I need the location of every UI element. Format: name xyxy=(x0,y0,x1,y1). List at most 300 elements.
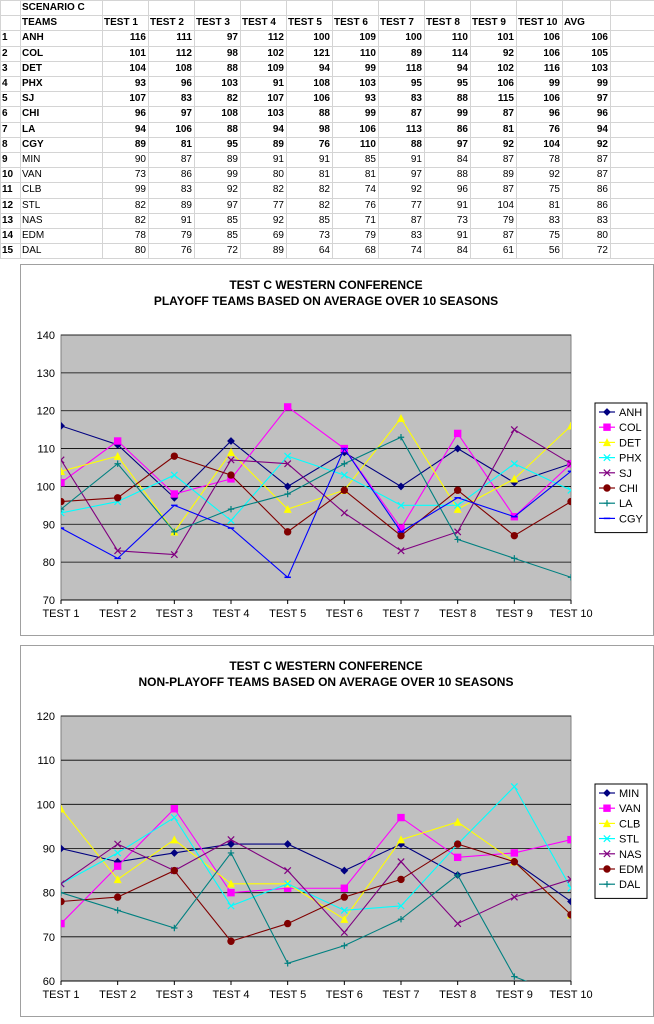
value-cell[interactable]: 91 xyxy=(410,154,422,165)
value-cell[interactable]: 69 xyxy=(272,230,284,241)
value-cell[interactable]: 92 xyxy=(226,184,238,195)
team-cell[interactable]: MIN xyxy=(22,154,41,165)
column-header[interactable]: TEST 9 xyxy=(472,17,506,28)
data-point xyxy=(114,863,120,869)
value-cell[interactable]: 106 xyxy=(543,32,560,43)
value-cell[interactable]: 86 xyxy=(596,200,608,211)
sheet-title[interactable]: SCENARIO C xyxy=(22,2,85,13)
data-point xyxy=(341,885,347,891)
value-cell[interactable]: 111 xyxy=(176,32,192,43)
value-cell[interactable]: 107 xyxy=(267,93,284,104)
value-cell[interactable]: 91 xyxy=(272,154,284,165)
value-cell[interactable]: 87 xyxy=(502,230,514,241)
value-cell[interactable]: 118 xyxy=(405,63,422,74)
value-cell[interactable]: 92 xyxy=(502,48,514,59)
value-cell[interactable]: 80 xyxy=(272,169,284,180)
x-tick-label: TEST 3 xyxy=(155,989,193,1001)
playoff-line-chart xyxy=(21,265,653,635)
value-cell[interactable]: 98 xyxy=(318,124,330,135)
value-cell[interactable]: 90 xyxy=(134,154,146,165)
value-cell[interactable]: 68 xyxy=(364,245,376,256)
value-cell[interactable]: 92 xyxy=(502,139,514,150)
grid-line xyxy=(332,0,333,258)
value-cell[interactable]: 87 xyxy=(596,154,608,165)
value-cell[interactable]: 115 xyxy=(497,93,514,104)
column-header[interactable]: TEST 6 xyxy=(334,17,368,28)
grid-line xyxy=(378,0,379,258)
row-number[interactable]: 7 xyxy=(2,124,8,135)
team-cell[interactable]: DET xyxy=(22,63,42,74)
value-cell[interactable]: 104 xyxy=(497,200,514,211)
row-number[interactable]: 6 xyxy=(2,108,8,119)
row-number[interactable]: 13 xyxy=(2,215,14,226)
value-cell[interactable]: 61 xyxy=(502,245,514,256)
value-cell[interactable]: 87 xyxy=(410,215,422,226)
y-tick-label: 80 xyxy=(42,557,55,570)
y-tick-label: 120 xyxy=(36,711,55,723)
team-cell[interactable]: CHI xyxy=(22,108,40,119)
value-cell[interactable]: 89 xyxy=(502,169,514,180)
value-cell[interactable]: 121 xyxy=(313,48,330,59)
y-tick-label: 70 xyxy=(42,595,55,607)
y-tick-label: 130 xyxy=(36,367,55,380)
value-cell[interactable]: 99 xyxy=(364,108,376,119)
value-cell[interactable]: 89 xyxy=(272,139,284,150)
value-cell[interactable]: 113 xyxy=(405,124,422,135)
legend-label: CLB xyxy=(619,818,641,831)
value-cell[interactable]: 108 xyxy=(221,108,238,119)
value-cell[interactable]: 74 xyxy=(410,245,422,256)
team-cell[interactable]: DAL xyxy=(22,245,42,256)
value-cell[interactable]: 64 xyxy=(318,245,330,256)
team-cell[interactable]: STL xyxy=(22,200,41,211)
value-cell[interactable]: 88 xyxy=(456,93,468,104)
value-cell[interactable]: 99 xyxy=(364,63,376,74)
data-point xyxy=(171,806,177,812)
data-point xyxy=(228,472,234,478)
value-cell[interactable]: 102 xyxy=(267,48,284,59)
x-tick-label: TEST 10 xyxy=(549,989,593,1001)
team-cell[interactable]: NAS xyxy=(22,215,43,226)
x-tick-label: TEST 5 xyxy=(269,989,307,1001)
x-tick-label: TEST 8 xyxy=(439,608,477,620)
value-cell[interactable]: 94 xyxy=(456,63,468,74)
value-cell[interactable]: 112 xyxy=(267,32,284,43)
data-point xyxy=(341,487,347,493)
y-tick-label: 100 xyxy=(36,799,55,812)
value-cell[interactable]: 95 xyxy=(456,78,468,89)
data-point xyxy=(398,814,404,820)
data-point xyxy=(568,498,574,504)
value-cell[interactable]: 99 xyxy=(596,78,608,89)
value-cell[interactable]: 89 xyxy=(180,200,192,211)
grid-line xyxy=(194,0,195,258)
value-cell[interactable]: 99 xyxy=(226,169,238,180)
value-cell[interactable]: 74 xyxy=(364,184,376,195)
value-cell[interactable]: 87 xyxy=(596,169,608,180)
grid-line xyxy=(0,0,1,258)
value-cell[interactable]: 106 xyxy=(497,78,514,89)
chart-subtitle: PLAYOFF TEAMS BASED ON AVERAGE OVER 10 SEASONS xyxy=(153,294,499,308)
value-cell[interactable]: 78 xyxy=(134,230,146,241)
grid-line xyxy=(286,0,287,258)
x-tick-label: TEST 6 xyxy=(325,989,363,1001)
data-point xyxy=(284,404,290,410)
value-cell[interactable]: 100 xyxy=(405,32,422,43)
team-cell[interactable]: SJ xyxy=(22,93,35,104)
value-cell[interactable]: 103 xyxy=(267,108,284,119)
row-number[interactable]: 9 xyxy=(2,154,8,165)
y-tick-label: 90 xyxy=(42,843,55,856)
value-cell[interactable]: 76 xyxy=(364,200,376,211)
y-tick-label: 140 xyxy=(36,330,55,342)
value-cell[interactable]: 108 xyxy=(175,63,192,74)
value-cell[interactable]: 84 xyxy=(456,154,468,165)
value-cell[interactable]: 82 xyxy=(134,200,146,211)
y-tick-label: 110 xyxy=(37,443,55,456)
value-cell[interactable]: 75 xyxy=(548,184,560,195)
value-cell[interactable]: 106 xyxy=(591,32,608,43)
team-cell[interactable]: COL xyxy=(22,48,44,59)
y-tick-label: 80 xyxy=(42,887,55,900)
legend-marker xyxy=(604,805,610,811)
row-number[interactable]: 4 xyxy=(2,78,8,89)
value-cell[interactable]: 87 xyxy=(502,108,514,119)
value-cell[interactable]: 91 xyxy=(180,215,192,226)
value-cell[interactable]: 76 xyxy=(318,139,330,150)
value-cell[interactable]: 95 xyxy=(410,78,422,89)
value-cell[interactable]: 91 xyxy=(272,78,284,89)
value-cell[interactable]: 78 xyxy=(548,154,560,165)
legend-marker xyxy=(604,424,610,430)
value-cell[interactable]: 73 xyxy=(318,230,330,241)
value-cell[interactable]: 82 xyxy=(226,93,238,104)
column-header[interactable]: TEST 5 xyxy=(288,17,322,28)
data-point xyxy=(398,532,404,538)
legend-label: CGY xyxy=(619,513,643,526)
value-cell[interactable]: 103 xyxy=(221,78,238,89)
legend-label: LA xyxy=(619,498,633,511)
x-tick-label: TEST 4 xyxy=(212,989,250,1001)
value-cell[interactable]: 83 xyxy=(180,93,192,104)
value-cell[interactable]: 95 xyxy=(226,139,238,150)
value-cell[interactable]: 94 xyxy=(596,124,608,135)
grid-line xyxy=(148,0,149,258)
grid-line xyxy=(562,0,563,258)
value-cell[interactable]: 80 xyxy=(134,245,146,256)
x-tick-label: TEST 10 xyxy=(549,608,593,620)
legend-label: DET xyxy=(619,437,641,450)
value-cell[interactable]: 97 xyxy=(226,200,238,211)
team-cell[interactable]: CGY xyxy=(22,139,44,150)
x-tick-label: TEST 1 xyxy=(42,989,80,1001)
value-cell[interactable]: 110 xyxy=(359,139,376,150)
row-number[interactable]: 14 xyxy=(2,230,14,241)
legend-label: STL xyxy=(619,833,640,846)
value-cell[interactable]: 96 xyxy=(180,78,192,89)
data-point xyxy=(341,894,347,900)
team-cell[interactable]: ANH xyxy=(22,32,44,43)
data-point xyxy=(568,912,574,918)
value-cell[interactable]: 89 xyxy=(410,48,422,59)
data-point xyxy=(454,430,460,436)
value-cell[interactable]: 92 xyxy=(272,215,284,226)
data-point xyxy=(228,889,234,895)
value-cell[interactable]: 84 xyxy=(456,245,468,256)
value-cell[interactable]: 99 xyxy=(134,184,146,195)
chart-subtitle: NON-PLAYOFF TEAMS BASED ON AVERAGE OVER 10 SEASONS xyxy=(138,675,514,689)
value-cell[interactable]: 87 xyxy=(180,154,192,165)
value-cell[interactable]: 94 xyxy=(318,63,330,74)
value-cell[interactable]: 83 xyxy=(548,215,560,226)
value-cell[interactable]: 88 xyxy=(410,139,422,150)
row-number[interactable]: 1 xyxy=(2,32,8,43)
value-cell[interactable]: 76 xyxy=(548,124,560,135)
grid-line xyxy=(240,0,241,258)
value-cell[interactable]: 97 xyxy=(180,108,192,119)
value-cell[interactable]: 93 xyxy=(364,93,376,104)
value-cell[interactable]: 97 xyxy=(226,32,238,43)
value-cell[interactable]: 98 xyxy=(226,48,238,59)
data-point xyxy=(171,491,177,497)
value-cell[interactable]: 110 xyxy=(359,48,376,59)
non-playoff-chart-area[interactable] xyxy=(20,645,654,1017)
data-point xyxy=(511,859,517,865)
column-header[interactable]: TEAMS xyxy=(22,17,57,28)
team-cell[interactable]: PHX xyxy=(22,78,43,89)
column-header[interactable]: TEST 2 xyxy=(150,17,184,28)
value-cell[interactable]: 106 xyxy=(359,124,376,135)
column-header[interactable]: TEST 10 xyxy=(518,17,558,28)
value-cell[interactable]: 106 xyxy=(313,93,330,104)
value-cell[interactable]: 99 xyxy=(548,78,560,89)
value-cell[interactable]: 81 xyxy=(364,169,376,180)
value-cell[interactable]: 87 xyxy=(502,154,514,165)
legend-label: CHI xyxy=(619,483,638,495)
column-header[interactable]: TEST 4 xyxy=(242,17,276,28)
value-cell[interactable]: 116 xyxy=(543,63,560,74)
value-cell[interactable]: 86 xyxy=(456,124,468,135)
value-cell[interactable]: 101 xyxy=(497,32,514,43)
column-header[interactable]: TEST 1 xyxy=(104,17,138,28)
x-tick-label: TEST 4 xyxy=(212,608,250,620)
playoff-chart-area[interactable] xyxy=(20,264,654,636)
value-cell[interactable]: 79 xyxy=(364,230,376,241)
value-cell[interactable]: 83 xyxy=(596,215,608,226)
data-point xyxy=(454,841,460,847)
x-tick-label: TEST 7 xyxy=(382,608,420,620)
value-cell[interactable]: 85 xyxy=(226,215,238,226)
value-cell[interactable]: 112 xyxy=(175,48,192,59)
value-cell[interactable]: 103 xyxy=(591,63,608,74)
value-cell[interactable]: 89 xyxy=(226,154,238,165)
team-cell[interactable]: LA xyxy=(22,124,36,135)
x-tick-label: TEST 2 xyxy=(99,608,137,620)
x-tick-label: TEST 7 xyxy=(382,989,420,1001)
value-cell[interactable]: 73 xyxy=(134,169,146,180)
value-cell[interactable]: 104 xyxy=(543,139,560,150)
value-cell[interactable]: 82 xyxy=(272,184,284,195)
value-cell[interactable]: 116 xyxy=(129,32,146,43)
data-point xyxy=(454,487,460,493)
value-cell[interactable]: 93 xyxy=(134,78,146,89)
grid-line xyxy=(424,0,425,258)
value-cell[interactable]: 81 xyxy=(180,139,192,150)
legend-label: MIN xyxy=(619,788,640,800)
x-tick-label: TEST 9 xyxy=(495,989,533,1001)
x-tick-label: TEST 6 xyxy=(325,608,363,620)
non-playoff-line-chart xyxy=(21,646,653,1016)
team-cell[interactable]: CLB xyxy=(22,184,42,195)
team-cell[interactable]: VAN xyxy=(22,169,42,180)
value-cell[interactable]: 77 xyxy=(272,200,284,211)
team-cell[interactable]: EDM xyxy=(22,230,45,241)
chart-title: TEST C WESTERN CONFERENCE xyxy=(229,659,423,673)
value-cell[interactable]: 73 xyxy=(456,215,468,226)
data-point xyxy=(58,920,64,926)
chart-title: TEST C WESTERN CONFERENCE xyxy=(229,278,423,292)
value-cell[interactable]: 92 xyxy=(410,184,422,195)
value-cell[interactable]: 105 xyxy=(591,48,608,59)
value-cell[interactable]: 91 xyxy=(318,154,330,165)
data-point xyxy=(568,836,574,842)
value-cell[interactable]: 87 xyxy=(410,108,422,119)
value-cell[interactable]: 94 xyxy=(134,124,146,135)
value-cell[interactable]: 72 xyxy=(596,245,608,256)
value-cell[interactable]: 71 xyxy=(364,215,376,226)
row-number[interactable]: 8 xyxy=(2,139,8,150)
value-cell[interactable]: 103 xyxy=(359,78,376,89)
row-number[interactable]: 2 xyxy=(2,48,8,59)
value-cell[interactable]: 89 xyxy=(134,139,146,150)
data-point xyxy=(171,453,177,459)
legend-label: ANH xyxy=(619,407,643,419)
value-cell[interactable]: 83 xyxy=(180,184,192,195)
value-cell[interactable]: 106 xyxy=(543,48,560,59)
value-cell[interactable]: 81 xyxy=(318,169,330,180)
value-cell[interactable]: 96 xyxy=(456,184,468,195)
value-cell[interactable]: 85 xyxy=(318,215,330,226)
value-cell[interactable]: 108 xyxy=(313,78,330,89)
value-cell[interactable]: 86 xyxy=(180,169,192,180)
value-cell[interactable]: 79 xyxy=(502,215,514,226)
value-cell[interactable]: 87 xyxy=(502,184,514,195)
grid-line xyxy=(0,258,654,259)
value-cell[interactable]: 88 xyxy=(226,63,238,74)
value-cell[interactable]: 102 xyxy=(497,63,514,74)
x-tick-label: TEST 9 xyxy=(495,608,533,620)
value-cell[interactable]: 85 xyxy=(364,154,376,165)
value-cell[interactable]: 104 xyxy=(129,63,146,74)
value-cell[interactable]: 109 xyxy=(359,32,376,43)
value-cell[interactable]: 80 xyxy=(596,230,608,241)
legend-label: EDM xyxy=(619,864,644,876)
column-header[interactable]: TEST 7 xyxy=(380,17,414,28)
value-cell[interactable]: 88 xyxy=(456,169,468,180)
value-cell[interactable]: 97 xyxy=(596,93,608,104)
value-cell[interactable]: 56 xyxy=(548,245,560,256)
value-cell[interactable]: 97 xyxy=(410,169,422,180)
row-number[interactable]: 5 xyxy=(2,93,8,104)
legend-label: VAN xyxy=(619,803,641,816)
column-header[interactable]: TEST 3 xyxy=(196,17,230,28)
x-tick-label: TEST 8 xyxy=(439,989,477,1001)
x-tick-label: TEST 3 xyxy=(155,608,193,620)
value-cell[interactable]: 92 xyxy=(596,139,608,150)
value-cell[interactable]: 94 xyxy=(272,124,284,135)
value-cell[interactable]: 76 xyxy=(180,245,192,256)
data-point xyxy=(284,920,290,926)
value-cell[interactable]: 81 xyxy=(502,124,514,135)
value-cell[interactable]: 109 xyxy=(267,63,284,74)
value-cell[interactable]: 106 xyxy=(543,93,560,104)
data-point xyxy=(114,894,120,900)
value-cell[interactable]: 86 xyxy=(596,184,608,195)
value-cell[interactable]: 110 xyxy=(451,32,468,43)
column-header[interactable]: TEST 8 xyxy=(426,17,460,28)
row-number[interactable]: 10 xyxy=(2,169,14,180)
value-cell[interactable]: 96 xyxy=(548,108,560,119)
legend-label: NAS xyxy=(619,848,642,861)
value-cell[interactable]: 79 xyxy=(180,230,192,241)
value-cell[interactable]: 89 xyxy=(272,245,284,256)
row-number[interactable]: 15 xyxy=(2,245,14,256)
grid-line xyxy=(20,0,21,258)
value-cell[interactable]: 75 xyxy=(548,230,560,241)
grid-line xyxy=(516,0,517,258)
value-cell[interactable]: 106 xyxy=(175,124,192,135)
value-cell[interactable]: 83 xyxy=(410,230,422,241)
grid-line xyxy=(470,0,471,258)
value-cell[interactable]: 99 xyxy=(456,108,468,119)
plot-area xyxy=(61,335,571,600)
y-tick-label: 100 xyxy=(36,481,55,494)
value-cell[interactable]: 83 xyxy=(410,93,422,104)
x-tick-label: TEST 1 xyxy=(42,608,80,620)
value-cell[interactable]: 92 xyxy=(548,169,560,180)
data-point xyxy=(114,495,120,501)
value-cell[interactable]: 88 xyxy=(226,124,238,135)
data-point xyxy=(511,532,517,538)
value-cell[interactable]: 101 xyxy=(129,48,146,59)
legend-marker xyxy=(604,866,610,872)
value-cell[interactable]: 81 xyxy=(548,200,560,211)
value-cell[interactable]: 88 xyxy=(318,108,330,119)
value-cell[interactable]: 77 xyxy=(410,200,422,211)
value-cell[interactable]: 96 xyxy=(134,108,146,119)
row-number[interactable]: 11 xyxy=(2,184,13,195)
value-cell[interactable]: 82 xyxy=(318,184,330,195)
value-cell[interactable]: 96 xyxy=(596,108,608,119)
value-cell[interactable]: 72 xyxy=(226,245,238,256)
column-header[interactable]: AVG xyxy=(564,17,585,28)
value-cell[interactable]: 82 xyxy=(134,215,146,226)
value-cell[interactable]: 100 xyxy=(313,32,330,43)
data-point xyxy=(454,854,460,860)
row-number[interactable]: 3 xyxy=(2,63,8,74)
value-cell[interactable]: 91 xyxy=(456,230,468,241)
row-number[interactable]: 12 xyxy=(2,200,14,211)
value-cell[interactable]: 107 xyxy=(129,93,146,104)
value-cell[interactable]: 82 xyxy=(318,200,330,211)
value-cell[interactable]: 91 xyxy=(456,200,468,211)
value-cell[interactable]: 85 xyxy=(226,230,238,241)
value-cell[interactable]: 114 xyxy=(451,48,468,59)
data-point xyxy=(228,938,234,944)
data-point xyxy=(58,479,64,485)
data-point xyxy=(114,438,120,444)
value-cell[interactable]: 97 xyxy=(456,139,468,150)
